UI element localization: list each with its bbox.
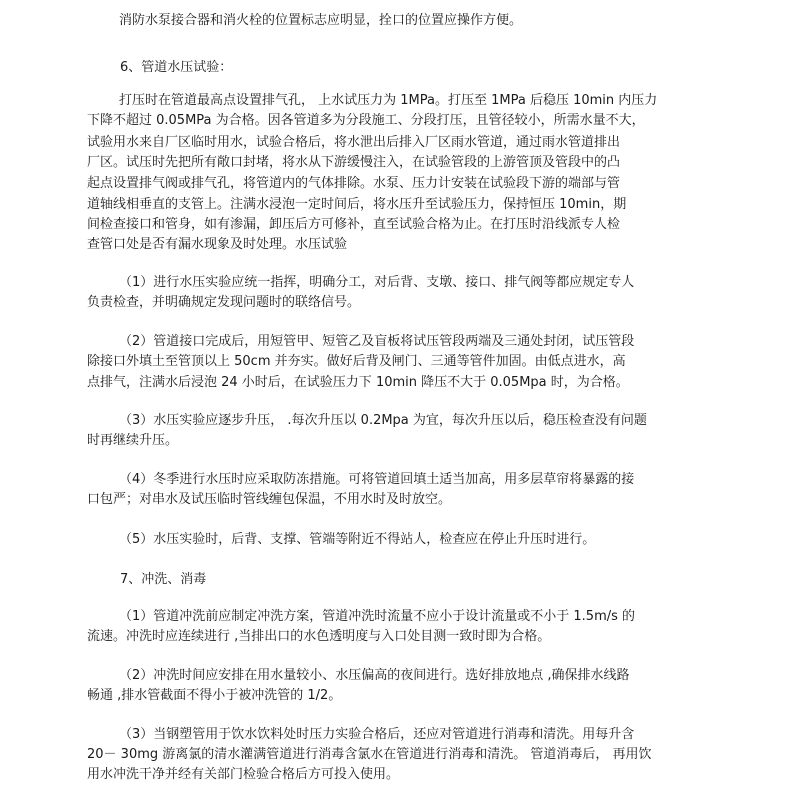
text-line: 用水冲洗干净并经有关部门检验合格后方可投入使用。 (87, 767, 400, 782)
text-line: （1）管道冲洗前应制定冲洗方案，管道冲洗时流量不应小于设计流量或不小于 1.5m/s 的 (119, 609, 636, 624)
text-line: （4）冬季进行水压时应采取防冻措施。可将管道回填土适当加高，用多层草帘将暴露的接 (119, 472, 635, 487)
section-heading: 7、冲洗、消毒 (120, 572, 207, 587)
text-line: （3）水压实验应逐步升压， .每次升压以 0.2Mpa 为宜，每次升压以后，稳压检查没有问题 (119, 413, 647, 428)
text-line: 查管口处是否有漏水现象及时处理。水压试验 (87, 237, 348, 252)
text-line: 时再继续升压。 (87, 433, 179, 448)
text-line: 试验用水来自厂区临时用水，试验合格后，将水泄出后排入厂区雨水管道，通过雨水管道排出 (87, 135, 621, 150)
text-line: （5）水压实验时，后背、支撑、管端等附近不得站人，检查应在停止升压时进行。 (119, 532, 596, 547)
text-line: 20－ 30mg 游离氯的清水灌满管道进行消毒含氯水在管道进行消毒和清洗。 管道消毒后， 再用饮 (87, 747, 652, 762)
text-line: 流速。冲洗时应连续进行 ,当排出口的水色透明度与入口处目测一致时即为合格。 (87, 629, 551, 644)
text-line: （3）当钢塑管用于饮水饮料处时压力实验合格后，还应对管道进行消毒和清洗。用每升含 (119, 727, 635, 742)
text-line: 起点设置排气阀或排气孔，将管道内的气体排除。水泵、压力计安装在试验段下游的端部与管 (87, 176, 621, 191)
text-line: 口包严；对串水及试压临时管线缠包保温，不用水时及时放空。 (87, 492, 452, 507)
text-line: 畅通 ,排水管截面不得小于被冲洗管的 1/2。 (87, 688, 342, 703)
text-line: 道轴线相垂直的支管上。注满水浸泡一定时间后，将水压升至试验压力，保持恒压 10min，期 (87, 197, 627, 212)
text-line: 下降不超过 0.05MPa 为合格。因各管道多为分段施工、分段打压，且管径较小，所需水量不大， (87, 113, 645, 128)
text-line: （2）管道接口完成后，用短管甲、短管乙及盲板将试压管段两端及三通处封闭，试压管段 (119, 334, 635, 349)
text-line: （1）进行水压实验应统一指挥，明确分工，对后背、支墩、接口、排气阀等都应规定专人 (119, 275, 635, 290)
text-line: 消防水泵接合器和消火栓的位置标志应明显，拴口的位置应操作方便。 (119, 13, 523, 28)
section-heading: 6、管道水压试验： (120, 60, 233, 75)
text-line: 打压时在管道最高点设置排气孔， 上水试压力为 1MPa。打压至 1MPa 后稳压 10min 内压力 (119, 93, 658, 108)
text-line: 除接口外填土至管顶以上 50cm 并夯实。做好后背及闸门、三通等管件加固。由低点进水，高 (87, 354, 626, 369)
text-line: 点排气，注满水后浸泡 24 小时后，在试验压力下 10min 降压不大于 0.05Mpa 时，为合格。 (87, 375, 629, 390)
text-line: （2）冲洗时间应安排在用水量较小、水压偏高的夜间进行。选好排放地点 ,确保排水线路 (119, 668, 630, 683)
text-line: 间检查接口和管身，如有渗漏，卸压后方可修补，直至试验合格为止。在打压时沿线派专人检 (87, 217, 621, 232)
text-line: 厂区。试压时先把所有敞口封堵，将水从下游缓慢注入，在试验管段的上游管顶及管段中的凸 (87, 155, 621, 170)
text-line: 负责检查，并明确规定发现问题时的联络信号。 (87, 295, 361, 310)
